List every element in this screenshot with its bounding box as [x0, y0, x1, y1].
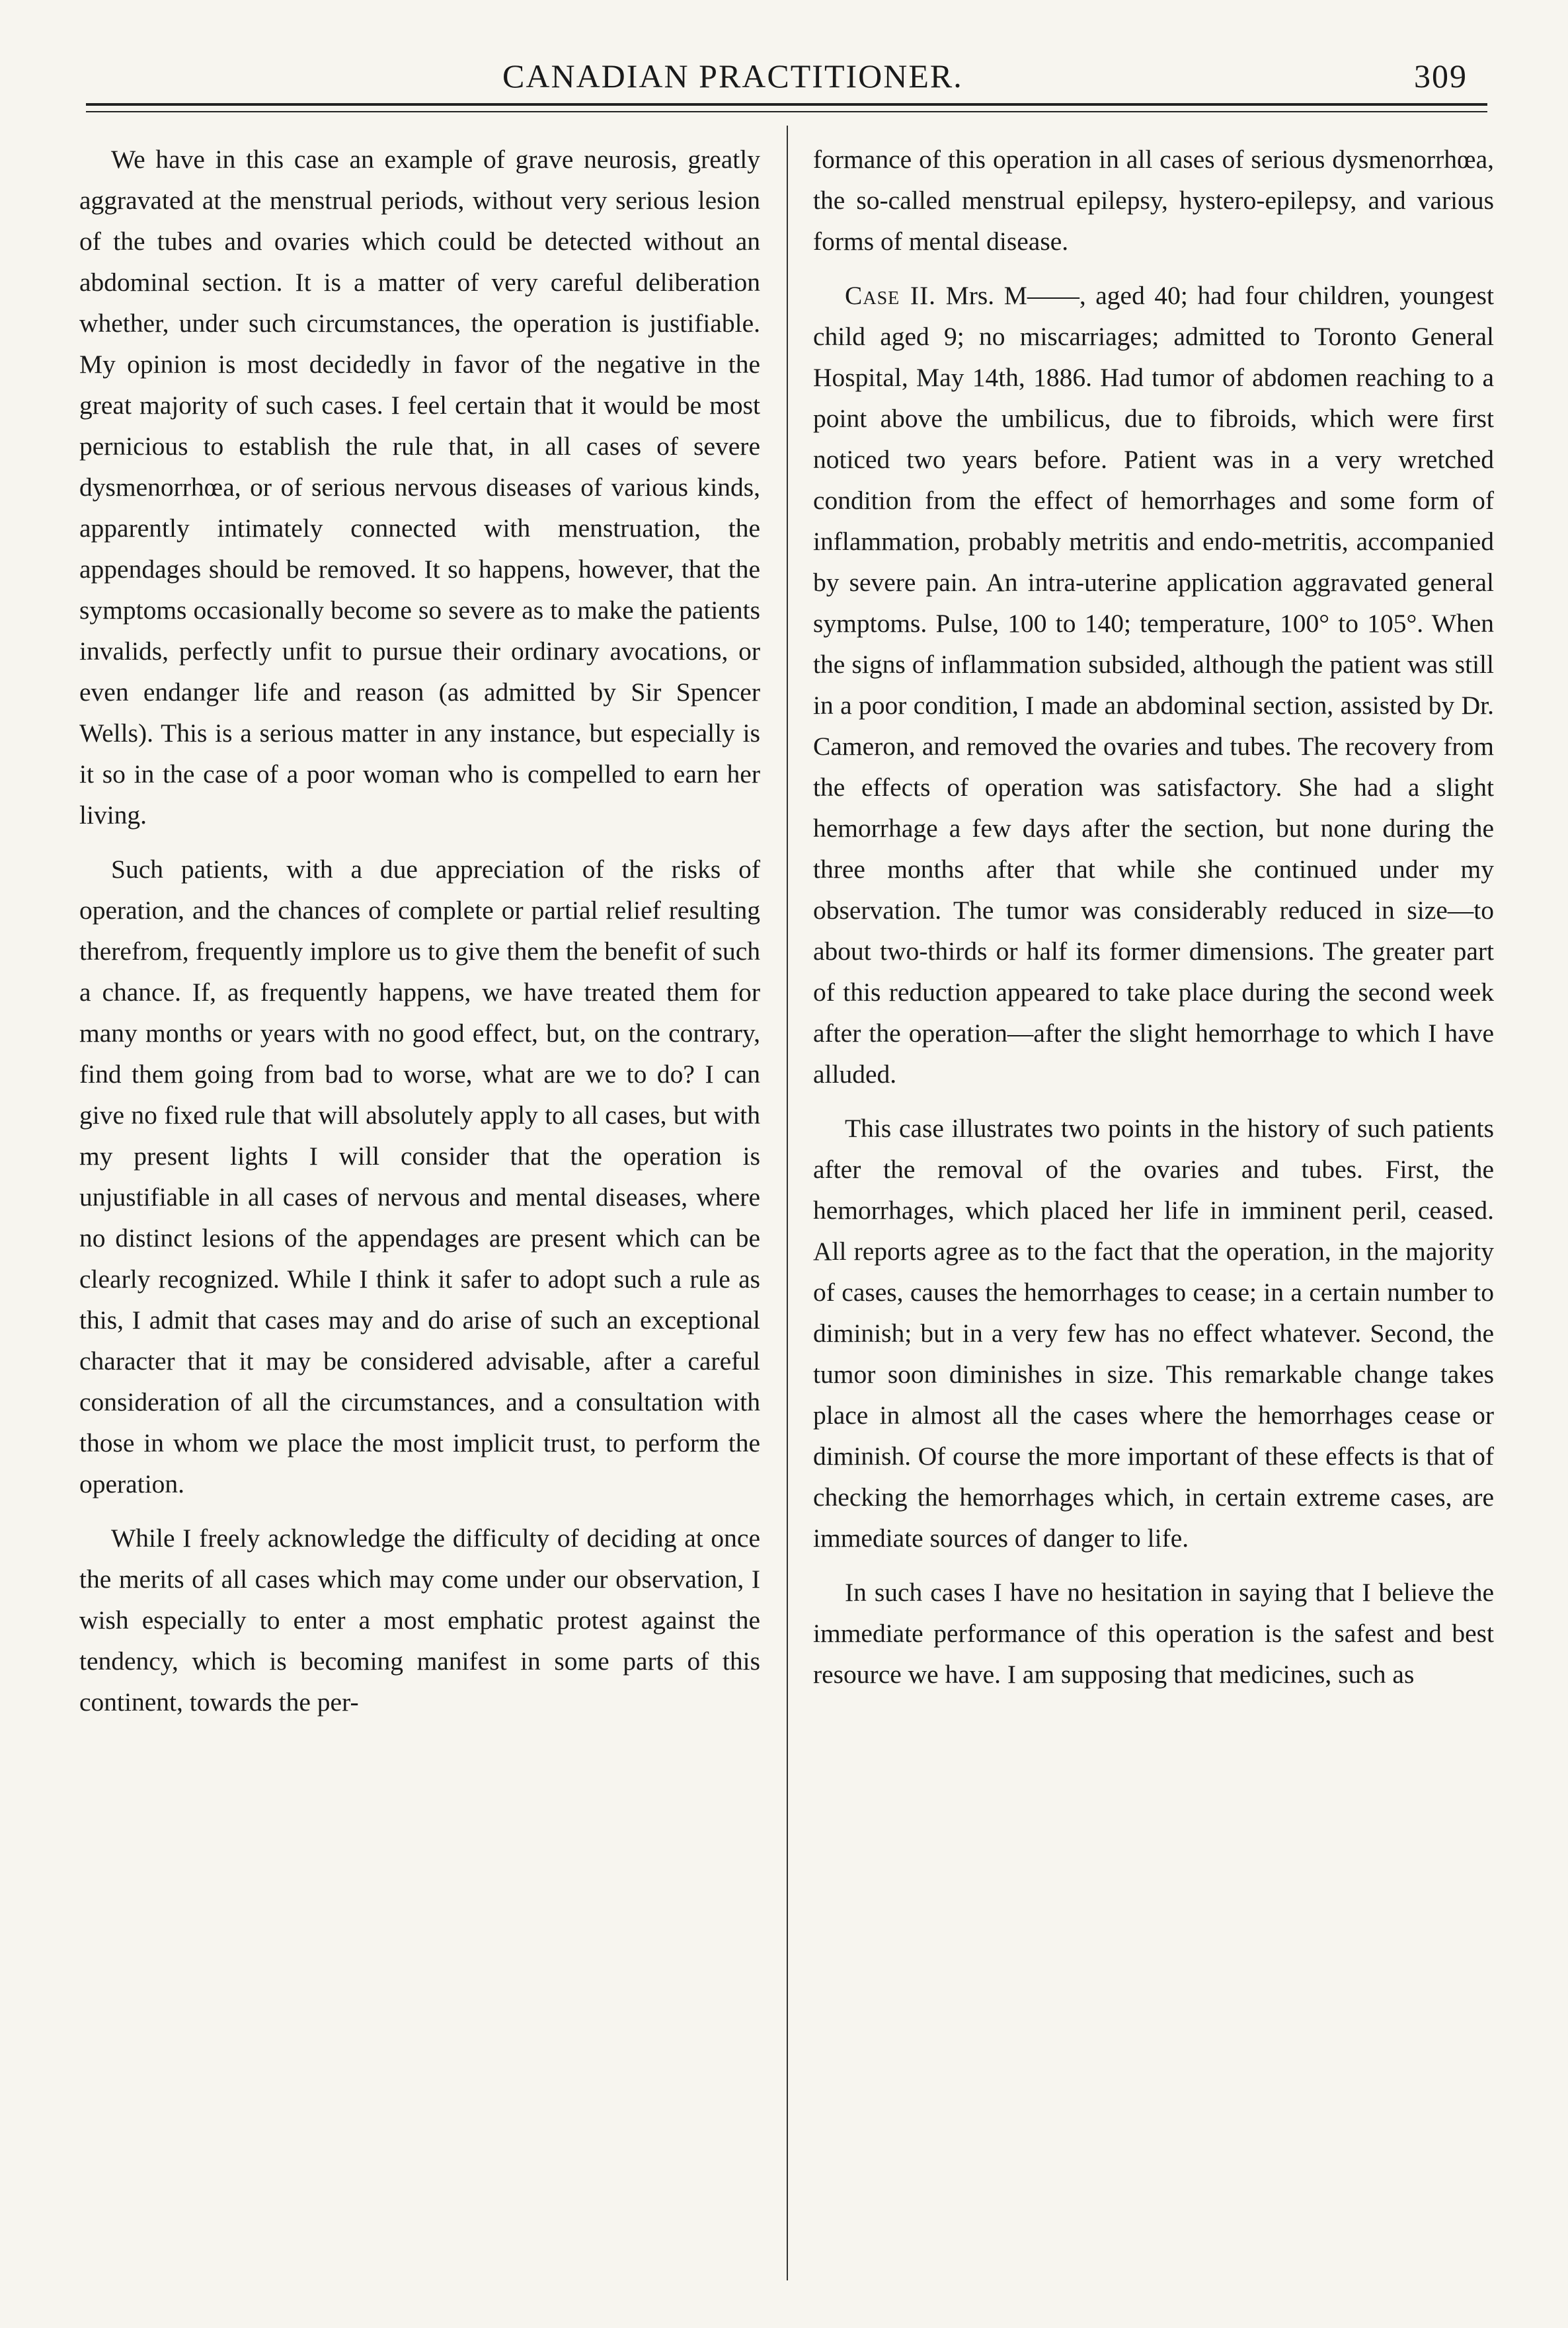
paragraph: While I freely acknowledge the difficulty of deciding at once the merits of all cases which may come under our observation, I wish especially to enter a most emphatic protest against the tendency, which is becoming manifest in some parts of this continent, towards the per-: [79, 1524, 760, 1717]
paragraph: Such patients, with a due appreciation of the risks of operation, and the chances of complete or partial relief resulting therefrom, frequently implore us to give them the benefit of such a chance. If, as frequently happens, we have treated them for many months or years with no good effect, but, on the contrary, find them going from bad to worse, what are we to do? I can give no fixed rule that will absolutely apply to all cases, but with my present lights I will consider that the operation is unjustifiable in all cases of nervous and mental diseases, where no distinct lesions of the appendages are present which can be clearly recognized. While I think it safer to adopt such a rule as this, I admit that cases may and do arise of such an exceptional character that it may be considered advisable, after a careful consideration of all the circumstances, and a consultation with those in whom we place the most implicit trust, to perform the operation.: [79, 855, 760, 1498]
paragraph-continuation: formance of this operation in all cases of serious dysmenorrhœa, the so-called menstrual epilepsy, hystero-epilepsy, and various forms of mental disease.: [813, 145, 1494, 256]
running-header: [79, 46, 1494, 103]
header-rule-thin: [86, 111, 1487, 112]
column-divider: [787, 126, 788, 2280]
text-columns: [79, 139, 1494, 1736]
paragraph: This case illustrates two points in the history of such patients after the removal of the ovaries and tubes. First, the hemorrhages, which placed her life in imminent peril, ceased. All reports agree as to the fact that the operation, in the majority of cases, causes the hemorrhages to cease; in a certain number to diminish; but in a very few has no effect whatever. Second, the tumor soon diminishes in size. This remarkable change takes place in almost all the cases where the hemorrhages cease or diminish. Of course the more important of these effects is that of checking the hemorrhages which, in certain extreme cases, are immediate sources of danger to life.: [813, 1114, 1494, 1553]
right-column: [813, 139, 1494, 1736]
header-rule-thick: [86, 103, 1487, 106]
case-text: Mrs. M——, aged 40; had four children, youngest child aged 9; no miscarriages; admitted to Toronto General Hospital, May 14th, 1886. Had tumor of abdomen reaching to a point above the umbilicus, due to fibroids, which were first noticed two years before. Patient was in a very wretched condition from the effect of hemorrhages and some form of inflammation, probably metritis and endo-metritis, accompanied by severe pain. An intra-uterine application aggravated general symptoms. Pulse, 100 to 140; temperature, 100° to 105°. When the signs of inflammation subsided, although the patient was still in a poor condition, I made an abdominal section, assisted by Dr. Cameron, and removed the ovaries and tubes. The recovery from the effects of operation was satisfactory. She had a slight hemorrhage a few days after the section, but none during the three months after that while she continued under my observation. The tumor was considerably reduced in size—to about two-thirds or half its former dimensions. The greater part of this reduction appeared to take place during the second week after the operation—after the slight hemorrhage to which I have alluded.: [813, 281, 1494, 1089]
left-column: [79, 139, 760, 1736]
paragraph: In such cases I have no hesitation in saying that I believe the immediate performance of this operation is the safest and best resource we have. I am supposing that medicines, such as: [813, 1578, 1494, 1689]
page-number: 309: [1414, 58, 1468, 95]
page: [79, 46, 1494, 2294]
paragraph: We have in this case an example of grave neurosis, greatly aggravated at the menstrual periods, without very serious lesion of the tubes and ovaries which could be detected without an abdominal section. It is a matter of very careful deliberation whether, under such circumstances, the operation is justifiable. My opinion is most decidedly in favor of the negative in the great majority of such cases. I feel certain that it would be most pernicious to establish the rule that, in all cases of severe dysmenorrhœa, or of serious nervous diseases of various kinds, apparently intimately connected with menstruation, the appendages should be removed. It so happens, however, that the symptoms occasionally become so severe as to make the patients invalids, perfectly unfit to pursue their ordinary avocations, or even endanger life and reason (as admitted by Sir Spencer Wells). This is a serious matter in any instance, but especially is it so in the case of a poor woman who is compelled to earn her living.: [79, 145, 760, 830]
running-title: CANADIAN PRACTITIONER.: [502, 58, 963, 95]
case-label: Case II.: [845, 281, 937, 310]
case-paragraph: [813, 275, 1494, 1095]
